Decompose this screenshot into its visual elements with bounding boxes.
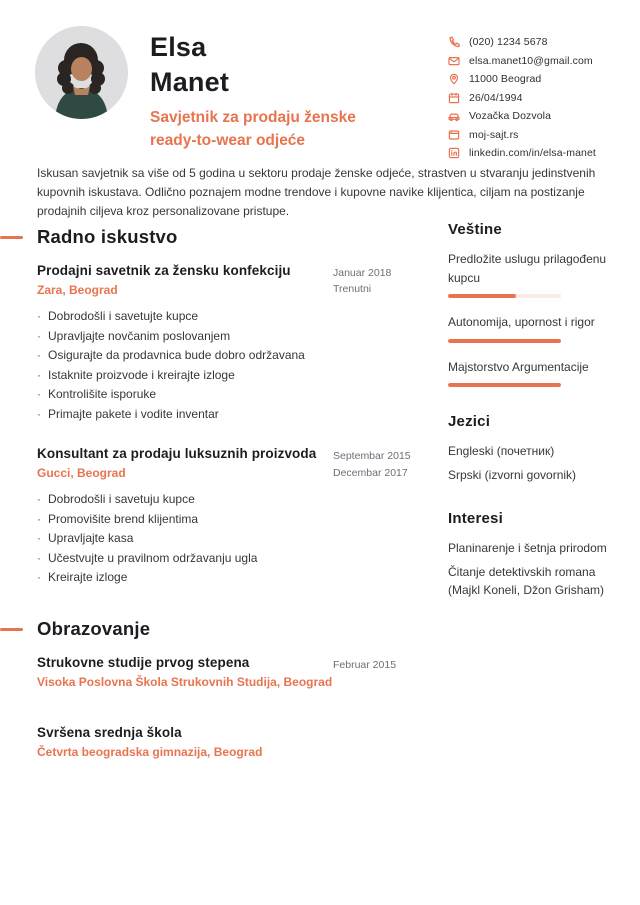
languages-heading: Jezici bbox=[448, 413, 491, 431]
website-icon bbox=[448, 129, 460, 141]
job-bullet: · Kreirajte izloge bbox=[37, 568, 431, 588]
interests-heading: Interesi bbox=[448, 510, 503, 528]
job-title: Konsultant za prodaju luksuznih proizvoda bbox=[37, 446, 317, 462]
school-name: Visoka Poslovna Škola Strukovnih Studija, Beograd bbox=[37, 675, 333, 690]
job-bullet: · Upravljajte kasa bbox=[37, 529, 431, 549]
driving-license-value: Vozačka Dozvola bbox=[469, 110, 552, 122]
profile-summary: Iskusan savjetnik sa više od 5 godina u sektoru prodaje ženske odjeće, strastven u stvaranju jedinstvenih kupovnih iskustava. Odlično poznajem modne trendove i kupovne navike klijentica, ciljam na postizanje prodajnih ciljeva kroz personalizovane pristupe. bbox=[37, 166, 596, 219]
job-bullet: · Učestvujte u pravilnom održavanju ugla bbox=[37, 549, 431, 569]
headline: Savjetnik za prodaju ženske ready-to-wear odjeće bbox=[150, 109, 356, 150]
date-from: Januar 2018 bbox=[333, 267, 392, 279]
avatar bbox=[35, 26, 128, 119]
experience-entry bbox=[37, 446, 431, 588]
section-dash bbox=[0, 628, 23, 631]
skill-label: Majstorstvo Argumentacije bbox=[448, 359, 589, 374]
languages-section bbox=[448, 413, 614, 484]
skill-bar-fill bbox=[448, 383, 561, 387]
job-bullet-list bbox=[37, 490, 431, 588]
first-name: Elsa bbox=[150, 32, 207, 62]
car-icon bbox=[448, 110, 460, 122]
skill-label: Autonomija, upornost i rigor bbox=[448, 315, 595, 330]
bullet-dot-icon: · bbox=[37, 406, 41, 421]
location-icon bbox=[448, 73, 460, 85]
job-company: Zara, Beograd bbox=[37, 283, 118, 297]
linkedin-icon bbox=[448, 147, 460, 159]
candidate-name bbox=[150, 30, 229, 100]
job-bullet: · Istaknite proizvode i kreirajte izloge bbox=[37, 366, 431, 386]
bullet-dot-icon: · bbox=[37, 492, 41, 507]
calendar-icon bbox=[448, 92, 460, 104]
job-dates bbox=[333, 265, 433, 298]
skill-bar-fill bbox=[448, 294, 516, 298]
education-entry bbox=[37, 725, 431, 759]
experience-heading: Radno iskustvo bbox=[37, 226, 431, 248]
date: Februar 2015 bbox=[333, 659, 397, 672]
bullet-dot-icon: · bbox=[37, 570, 41, 585]
date-to: Decembar 2017 bbox=[333, 466, 408, 479]
date-from: Septembar 2015 bbox=[333, 450, 411, 463]
degree-title: Strukovne studije prvog stepena bbox=[37, 655, 250, 671]
interest-item: Planinarenje i šetnja prirodom bbox=[448, 541, 607, 556]
bullet-dot-icon: · bbox=[37, 348, 41, 363]
main-column bbox=[37, 226, 431, 781]
education-heading: Obrazovanje bbox=[37, 618, 431, 640]
job-bullet: · Dobrodošli i savetuju kupce bbox=[37, 490, 431, 510]
degree-title: Svršena srednja škola bbox=[37, 725, 182, 741]
skill-bar bbox=[448, 294, 561, 298]
bullet-dot-icon: · bbox=[37, 511, 41, 526]
contact-row-linkedin bbox=[448, 147, 630, 159]
section-dash bbox=[0, 236, 23, 239]
language-item: Engleski (почетник) bbox=[448, 444, 555, 459]
bullet-dot-icon: · bbox=[37, 531, 41, 546]
job-bullet: · Kontrolišite isporuke bbox=[37, 385, 431, 405]
skill-bar bbox=[448, 339, 561, 343]
experience-entry bbox=[37, 263, 431, 424]
education-dates bbox=[333, 657, 433, 673]
bullet-dot-icon: · bbox=[37, 367, 41, 382]
date-to: Trenutni bbox=[333, 283, 372, 296]
phone-value: (020) 1234 5678 bbox=[469, 36, 548, 48]
job-bullet: · Osigurajte da prodavnica bude dobro održavana bbox=[37, 346, 431, 366]
location-value: 11000 Beograd bbox=[469, 73, 542, 85]
contact-row-email bbox=[448, 55, 630, 67]
skill-bar-fill bbox=[448, 339, 561, 343]
email-icon bbox=[448, 55, 460, 67]
job-bullet-list bbox=[37, 307, 431, 424]
bullet-dot-icon: · bbox=[37, 387, 41, 402]
job-bullet: · Promovišite brend klijentima bbox=[37, 510, 431, 530]
job-company: Gucci, Beograd bbox=[37, 466, 126, 481]
language-item: Srpski (izvorni govornik) bbox=[448, 468, 577, 483]
last-name: Manet bbox=[150, 67, 230, 98]
job-bullet: · Dobrodošli i savetujte kupce bbox=[37, 307, 431, 327]
bullet-dot-icon: · bbox=[37, 550, 41, 565]
education-entry bbox=[37, 655, 431, 689]
email-value: elsa.manet10@gmail.com bbox=[469, 54, 593, 67]
skill-item bbox=[448, 358, 614, 388]
website-value: moj-sajt.rs bbox=[469, 128, 519, 141]
interests-section bbox=[448, 510, 614, 599]
bullet-dot-icon: · bbox=[37, 328, 41, 343]
contact-row-phone bbox=[448, 36, 630, 48]
contact-row-driving-license bbox=[448, 110, 630, 122]
contact-row-location bbox=[448, 73, 630, 85]
bullet-dot-icon: · bbox=[37, 309, 41, 323]
school-name: Četvrta beogradska gimnazija, Beograd bbox=[37, 745, 263, 760]
interest-item: Čitanje detektivskih romana (Majkl Koneli, Džon Grisham) bbox=[448, 565, 605, 598]
skill-bar bbox=[448, 383, 561, 387]
job-bullet: · Upravljajte novčanim poslovanjem bbox=[37, 327, 431, 347]
skill-item bbox=[448, 313, 614, 343]
linkedin-value: linkedin.com/in/elsa-manet bbox=[469, 147, 596, 159]
contact-list bbox=[448, 36, 630, 166]
skill-item bbox=[448, 250, 614, 298]
contact-row-birthdate bbox=[448, 92, 630, 104]
job-dates bbox=[333, 448, 433, 481]
profile-photo bbox=[35, 26, 128, 119]
job-bullet: · Primajte pakete i vodite inventar bbox=[37, 405, 431, 425]
skill-label: Predložite uslugu prilagođenu kupcu bbox=[448, 252, 607, 285]
contact-row-website bbox=[448, 129, 630, 141]
skills-heading: Veštine bbox=[448, 221, 502, 238]
side-column bbox=[448, 221, 614, 605]
birthdate-value: 26/04/1994 bbox=[469, 91, 523, 104]
phone-icon bbox=[448, 36, 460, 48]
job-title: Prodajni savetnik za žensku konfekciju bbox=[37, 263, 291, 278]
